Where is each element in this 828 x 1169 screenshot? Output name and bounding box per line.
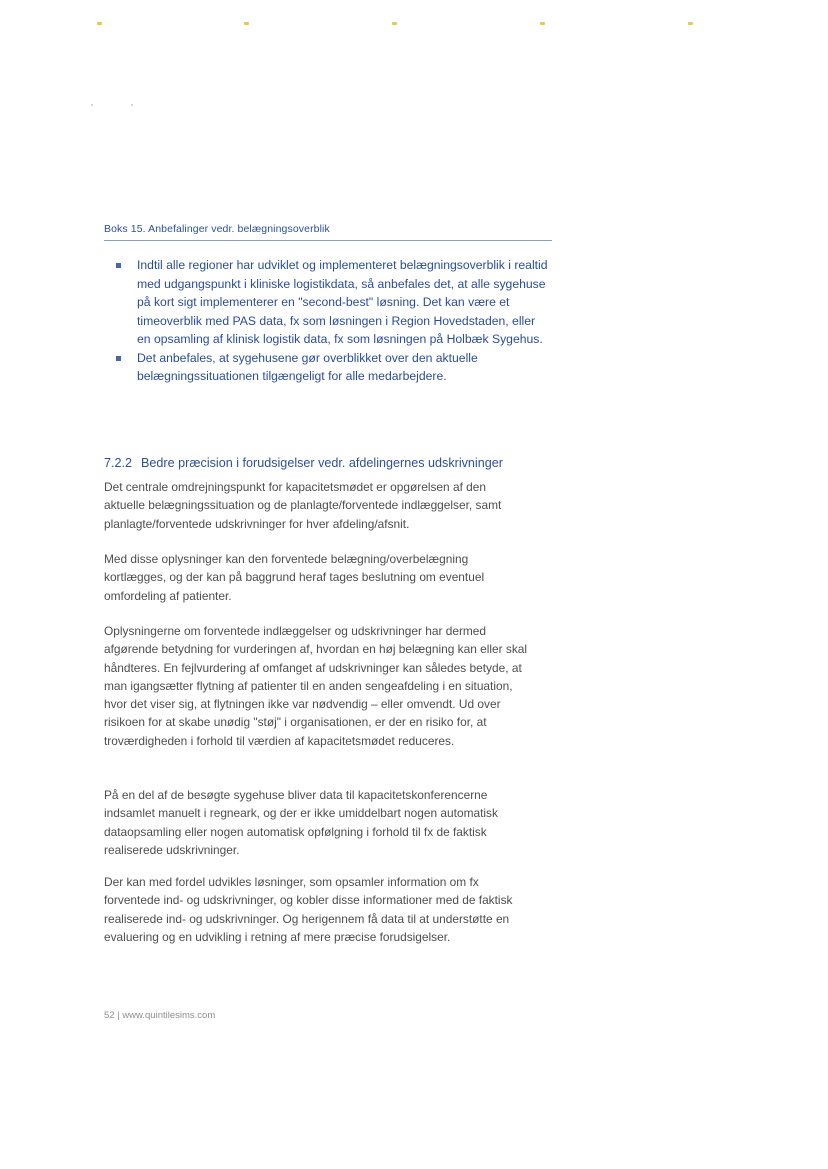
- page-footer: 52 | www.quintilesims.com: [104, 1010, 216, 1021]
- recommendation-item: [104, 349, 550, 386]
- section-heading: [104, 456, 503, 470]
- body-paragraph: Oplysningerne om forventede indlæggelser og udskrivninger har dermed afgørende betydning for vurderingen af, hvordan en høj belægning kan eller skal håndteres. En fejlvurdering af omfanget af udskrivninger kan således betyde, at man igangsætter flytning af patienter til en anden sengeafdeling i en situation, hvor det viser sig, at flytningen ikke var nødvendig – eller omvendt. Ud over risikoen for at skabe unødig "støj" i organisationen, er der en risiko for, at troværdigheden i forhold til værdien af kapacitetsmødet reduceres.: [104, 624, 528, 748]
- scan-speck: [131, 104, 133, 106]
- body-paragraph: På en del af de besøgte sygehuse bliver data til kapacitetskonferencerne indsamlet manuelt i regneark, og der er ikke umiddelbart nogen automatisk dataopsamling eller nogen automatisk opfølgning i forhold til fx de faktisk realiserede udskrivninger.: [104, 788, 498, 857]
- recommendation-text: Indtil alle regioner har udviklet og implementeret belægningsoverblik i realtid med udgangspunkt i kliniske logistikdata, så anbefales det, at alle sygehuse på kort sigt implementerer en "second-best" løsning. Det kan være et timeoverblik med PAS data, fx som løsningen i Region Hovedstaden, eller en opsamling af klinisk logistik data, fx som løsningen på Holbæk Sygehus.: [137, 258, 548, 346]
- scan-speck: [91, 104, 93, 106]
- box-divider: [104, 240, 552, 241]
- section-number: 7.2.2: [104, 456, 133, 470]
- recommendation-list: [104, 256, 550, 386]
- body-paragraph: Med disse oplysninger kan den forventede belægning/overbelægning kortlægges, og der kan på baggrund heraf tages beslutning om eventuel omfordeling af patienter.: [104, 552, 485, 603]
- recommendation-text: Det anbefales, at sygehusene gør overblikket over den aktuelle belægningssituationen tilgængeligt for alle medarbejdere.: [137, 350, 478, 383]
- section-title: Bedre præcision i forudsigelser vedr. afdelingernes udskrivninger: [141, 456, 503, 470]
- body-paragraph: Der kan med fordel udvikles løsninger, som opsamler information om fx forventede ind- og udskrivninger, og kobler disse informationer med de faktisk realiserede ind- og udskrivninger. Og herigennem få data til at understøtte en evaluering og en udvikling i retning af mere præcise forudsigelser.: [104, 875, 513, 944]
- bullet-icon: [116, 263, 121, 268]
- body-paragraph: Det centrale omdrejningspunkt for kapacitetsmødet er opgørelsen af den aktuelle belægningssituation og de planlagte/forventede indlæggelser, samt planlagte/forventede udskrivninger for hver afdeling/afsnit.: [104, 480, 502, 531]
- bullet-icon: [116, 356, 121, 361]
- box-title: Boks 15. Anbefalinger vedr. belægningsoverblik: [104, 223, 330, 235]
- recommendation-item: [104, 256, 550, 349]
